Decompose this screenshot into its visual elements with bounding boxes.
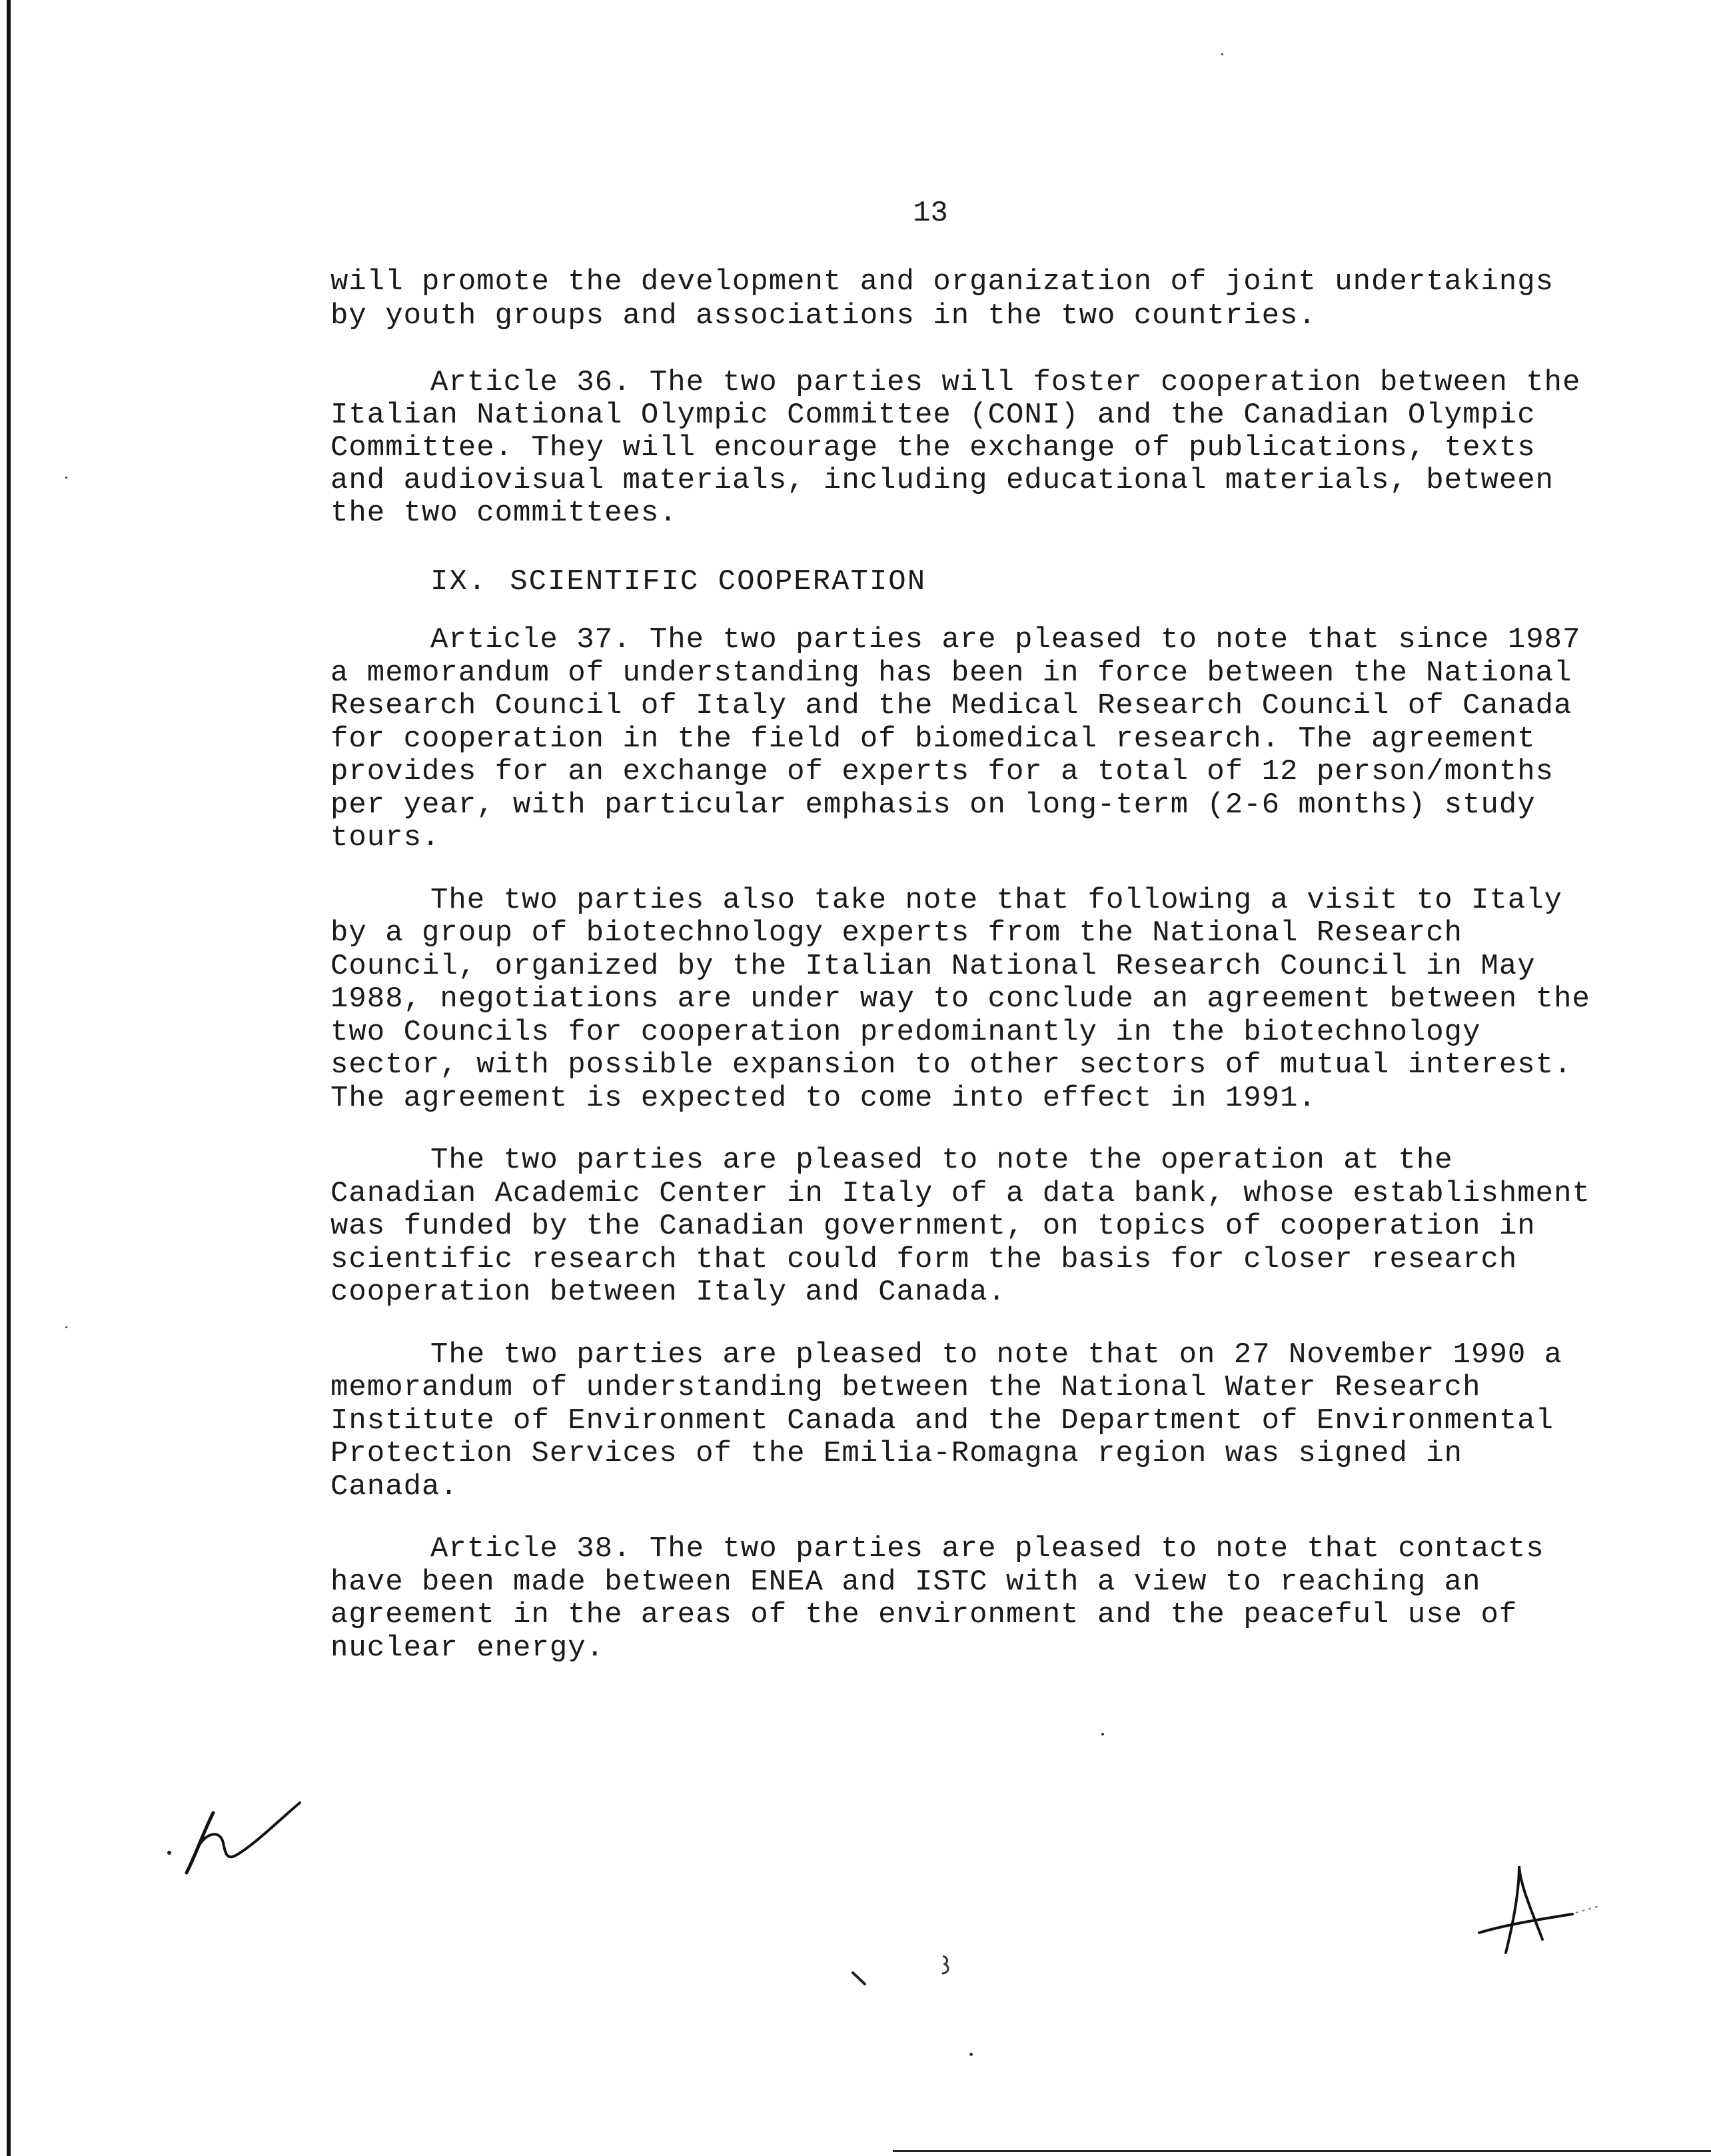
- scan-speck: [1101, 1733, 1104, 1735]
- scan-speck: [969, 2053, 973, 2056]
- bottom-rule: [893, 2150, 1711, 2152]
- scan-edge-line: [7, 0, 11, 2156]
- scan-marks-bottom: [846, 1949, 966, 2003]
- handwritten-initial-right: [1466, 1853, 1626, 1966]
- scan-speck: [1221, 53, 1223, 55]
- scan-speck: [65, 477, 67, 479]
- article-37-paragraph: Article 37. The two parties are pleased to note that since 1987 a memorandum of understanding has been in force between the National Research Council of Italy and the Medical Research Council of Canada for cooperation in the field of biomedical research. The agreement provides for an exchange of experts for a total of 12 person/months per year, with particular emphasis on long-term (2-6 months) study tours.: [330, 623, 1581, 854]
- continuation-paragraph: will promote the development and organization of joint undertakings by youth groups and associations in the two countries.: [330, 265, 1554, 333]
- handwritten-initial-left: [160, 1793, 313, 1893]
- page-number: 13: [913, 197, 948, 230]
- biotechnology-paragraph: The two parties also take note that following a visit to Italy by a group of biotechnology experts from the National Research Council, organized by the Italian National Research Council in May 1988, negotiations are under way to conclude an agreement between the two Councils for cooperation predominantly in the biotechnology sector, with possible expansion to other sectors of mutual interest. The agreement is expected to come into effect in 1991.: [330, 883, 1590, 1115]
- water-research-paragraph: The two parties are pleased to note that on 27 November 1990 a memorandum of understanding between the National Water Research Institute of Environment Canada and the Department of Environmental Protection Services of the Emilia-Romagna region was signed in Canada.: [330, 1338, 1563, 1504]
- section-heading: [430, 566, 1596, 598]
- scan-speck: [65, 1326, 67, 1328]
- data-bank-paragraph: The two parties are pleased to note the operation at the Canadian Academic Center in Italy of a data bank, whose establishment was funded by the Canadian government, on topics of cooperation in scientific research that could form the basis for closer research cooperation between Italy and Canada.: [330, 1144, 1590, 1309]
- section-number: IX.: [430, 565, 488, 598]
- section-title: SCIENTIFIC COOPERATION: [510, 565, 927, 598]
- article-36-paragraph: Article 36. The two parties will foster cooperation between the Italian National Olympic Committee (CONI) and the Canadian Olympic Committee. They will encourage the exchange of publications, texts and audiovisual materials, including educational materials, between the two committees.: [330, 366, 1581, 530]
- article-38-paragraph: Article 38. The two parties are pleased to note that contacts have been made between ENEA and ISTC with a view to reaching an agreement in the areas of the environment and the peaceful use of nuclear energy.: [330, 1532, 1544, 1665]
- document-body: [330, 265, 1596, 1694]
